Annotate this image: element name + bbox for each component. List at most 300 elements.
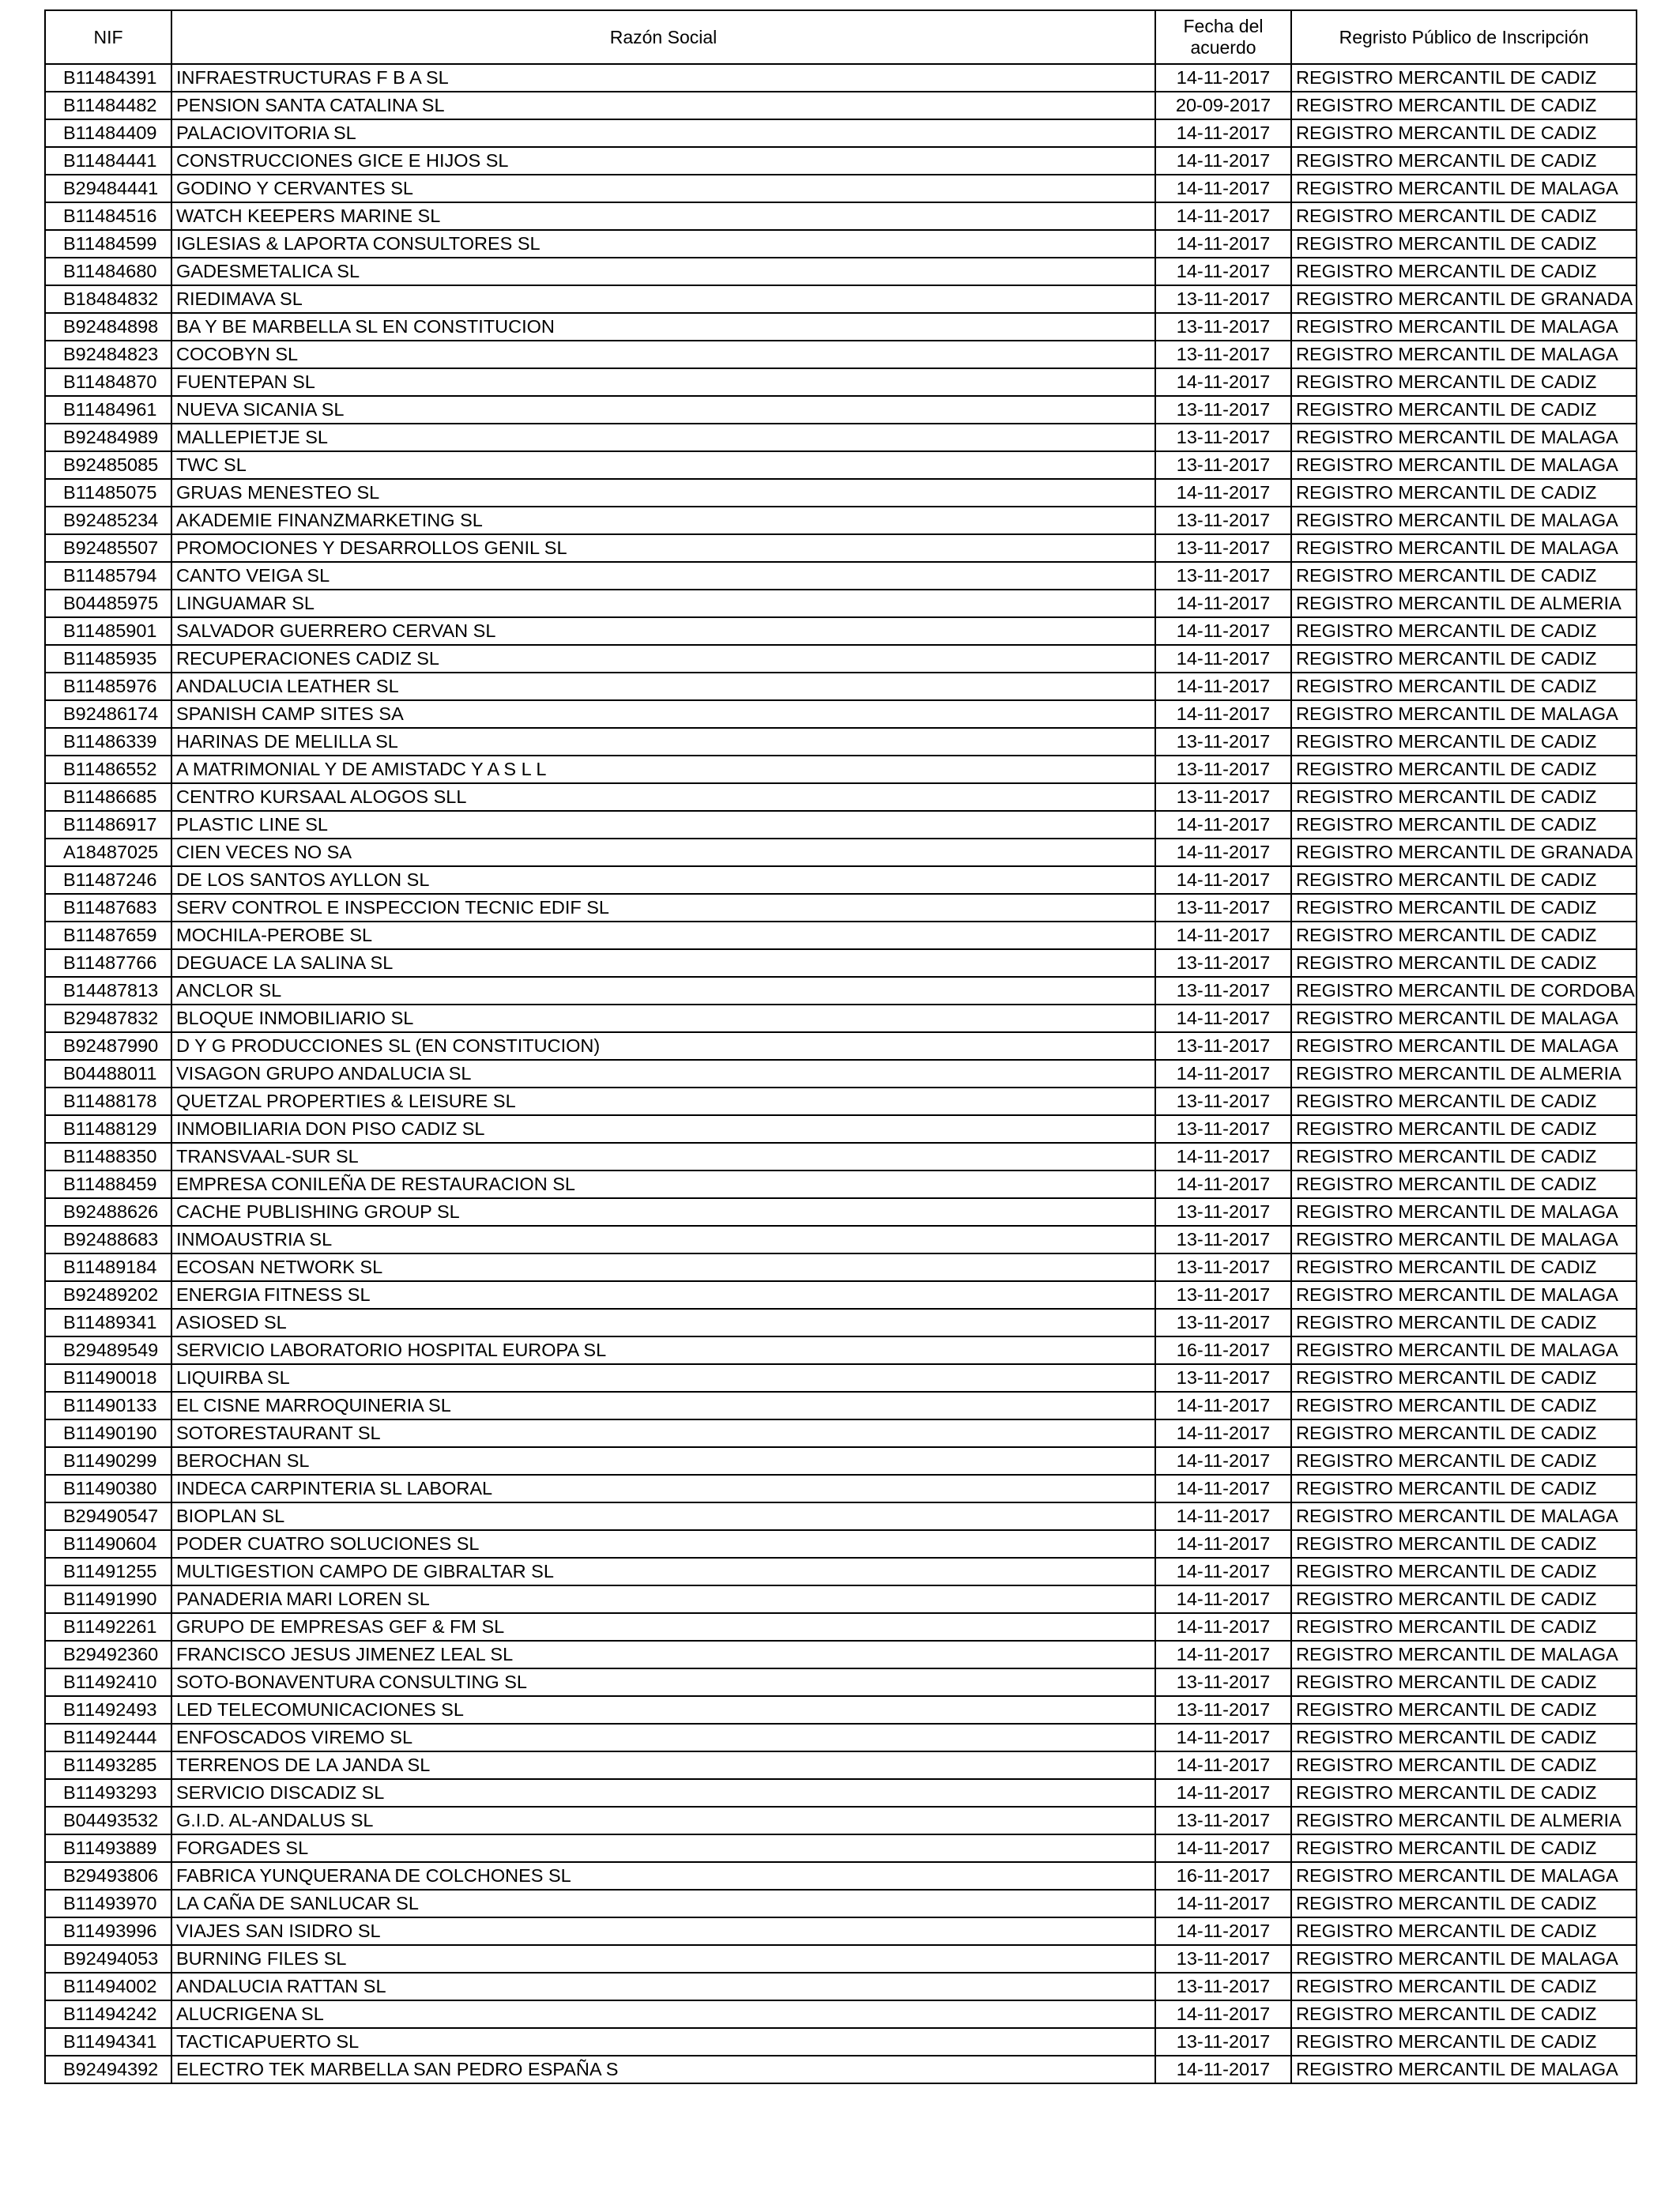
table-row <box>45 1143 1637 1171</box>
table-row <box>45 1807 1637 1834</box>
fecha-cell: 14-11-2017 <box>1155 1392 1291 1419</box>
nif-cell: B11487659 <box>45 922 171 949</box>
table-row <box>45 1447 1637 1475</box>
nif-cell: B11494341 <box>45 2028 171 2056</box>
table-row <box>45 617 1637 645</box>
razon-social-cell: CANTO VEIGA SL <box>171 562 1155 590</box>
nif-cell: B92488683 <box>45 1226 171 1253</box>
fecha-cell: 14-11-2017 <box>1155 1005 1291 1032</box>
fecha-cell: 14-11-2017 <box>1155 119 1291 147</box>
table-row <box>45 562 1637 590</box>
table-row <box>45 1613 1637 1641</box>
registro-cell: REGISTRO MERCANTIL DE CADIZ <box>1291 1585 1637 1613</box>
razon-social-cell: PALACIOVITORIA SL <box>171 119 1155 147</box>
registro-cell: REGISTRO MERCANTIL DE MALAGA <box>1291 1641 1637 1668</box>
table-body <box>45 64 1637 2083</box>
fecha-cell: 13-11-2017 <box>1155 1309 1291 1336</box>
fecha-cell: 14-11-2017 <box>1155 617 1291 645</box>
fecha-cell: 14-11-2017 <box>1155 258 1291 285</box>
table-row <box>45 756 1637 783</box>
fecha-cell: 13-11-2017 <box>1155 1088 1291 1115</box>
razon-social-cell: CENTRO KURSAAL ALOGOS SLL <box>171 783 1155 811</box>
nif-cell: B29487832 <box>45 1005 171 1032</box>
table-row <box>45 783 1637 811</box>
nif-cell: B11490299 <box>45 1447 171 1475</box>
fecha-cell: 13-11-2017 <box>1155 756 1291 783</box>
registro-cell: REGISTRO MERCANTIL DE CADIZ <box>1291 922 1637 949</box>
fecha-cell: 14-11-2017 <box>1155 839 1291 866</box>
registro-cell: REGISTRO MERCANTIL DE MALAGA <box>1291 2056 1637 2083</box>
nif-cell: B29490547 <box>45 1502 171 1530</box>
registro-cell: REGISTRO MERCANTIL DE CADIZ <box>1291 866 1637 894</box>
table-row <box>45 1558 1637 1585</box>
fecha-cell: 13-11-2017 <box>1155 285 1291 313</box>
nif-cell: B11490380 <box>45 1475 171 1502</box>
header-nif: NIF <box>45 10 171 64</box>
fecha-cell: 14-11-2017 <box>1155 1530 1291 1558</box>
nif-cell: B14487813 <box>45 977 171 1005</box>
table-row <box>45 1641 1637 1668</box>
nif-cell: B11489341 <box>45 1309 171 1336</box>
razon-social-cell: FUENTEPAN SL <box>171 368 1155 396</box>
fecha-cell: 14-11-2017 <box>1155 1917 1291 1945</box>
nif-cell: B11486917 <box>45 811 171 839</box>
fecha-cell: 13-11-2017 <box>1155 507 1291 534</box>
registro-cell: REGISTRO MERCANTIL DE CADIZ <box>1291 119 1637 147</box>
registro-cell: REGISTRO MERCANTIL DE MALAGA <box>1291 341 1637 368</box>
table-header <box>45 10 1637 64</box>
table-row <box>45 175 1637 202</box>
registro-cell: REGISTRO MERCANTIL DE MALAGA <box>1291 1198 1637 1226</box>
registro-cell: REGISTRO MERCANTIL DE CADIZ <box>1291 1917 1637 1945</box>
razon-social-cell: COCOBYN SL <box>171 341 1155 368</box>
nif-cell: B29484441 <box>45 175 171 202</box>
table-row <box>45 700 1637 728</box>
table-row <box>45 1834 1637 1862</box>
table-row <box>45 839 1637 866</box>
fecha-cell: 13-11-2017 <box>1155 1945 1291 1973</box>
razon-social-cell: EL CISNE MARROQUINERIA SL <box>171 1392 1155 1419</box>
registro-cell: REGISTRO MERCANTIL DE CADIZ <box>1291 368 1637 396</box>
table-row <box>45 1364 1637 1392</box>
nif-cell: B29493806 <box>45 1862 171 1890</box>
razon-social-cell: GODINO Y CERVANTES SL <box>171 175 1155 202</box>
table-row <box>45 1696 1637 1724</box>
table-row <box>45 2000 1637 2028</box>
table-row <box>45 92 1637 119</box>
table-row <box>45 1530 1637 1558</box>
razon-social-cell: TERRENOS DE LA JANDA SL <box>171 1751 1155 1779</box>
fecha-cell: 13-11-2017 <box>1155 2028 1291 2056</box>
nif-cell: B11492410 <box>45 1668 171 1696</box>
header-registro: Regristo Público de Inscripción <box>1291 10 1637 64</box>
razon-social-cell: GRUPO DE EMPRESAS GEF & FM SL <box>171 1613 1155 1641</box>
razon-social-cell: INMOBILIARIA DON PISO CADIZ SL <box>171 1115 1155 1143</box>
registro-cell: REGISTRO MERCANTIL DE MALAGA <box>1291 700 1637 728</box>
razon-social-cell: PODER CUATRO SOLUCIONES SL <box>171 1530 1155 1558</box>
registro-cell: REGISTRO MERCANTIL DE CADIZ <box>1291 1558 1637 1585</box>
razon-social-cell: MOCHILA-PEROBE SL <box>171 922 1155 949</box>
registro-cell: REGISTRO MERCANTIL DE GRANADA <box>1291 285 1637 313</box>
razon-social-cell: SERVICIO LABORATORIO HOSPITAL EUROPA SL <box>171 1336 1155 1364</box>
razon-social-cell: G.I.D. AL-ANDALUS SL <box>171 1807 1155 1834</box>
registro-cell: REGISTRO MERCANTIL DE CADIZ <box>1291 1253 1637 1281</box>
nif-cell: B11484441 <box>45 147 171 175</box>
razon-social-cell: BIOPLAN SL <box>171 1502 1155 1530</box>
registro-cell: REGISTRO MERCANTIL DE CADIZ <box>1291 1447 1637 1475</box>
razon-social-cell: CACHE PUBLISHING GROUP SL <box>171 1198 1155 1226</box>
registro-cell: REGISTRO MERCANTIL DE CADIZ <box>1291 1115 1637 1143</box>
nif-cell: B11485075 <box>45 479 171 507</box>
nif-cell: B11490604 <box>45 1530 171 1558</box>
razon-social-cell: ANCLOR SL <box>171 977 1155 1005</box>
nif-cell: B11488178 <box>45 1088 171 1115</box>
registro-cell: REGISTRO MERCANTIL DE MALAGA <box>1291 1502 1637 1530</box>
razon-social-cell: A MATRIMONIAL Y DE AMISTADC Y A S L L <box>171 756 1155 783</box>
fecha-cell: 20-09-2017 <box>1155 92 1291 119</box>
razon-social-cell: PENSION SANTA CATALINA SL <box>171 92 1155 119</box>
fecha-cell: 14-11-2017 <box>1155 175 1291 202</box>
registro-cell: REGISTRO MERCANTIL DE CADIZ <box>1291 1143 1637 1171</box>
fecha-cell: 14-11-2017 <box>1155 866 1291 894</box>
registro-cell: REGISTRO MERCANTIL DE GRANADA <box>1291 839 1637 866</box>
razon-social-cell: DE LOS SANTOS AYLLON SL <box>171 866 1155 894</box>
registro-cell: REGISTRO MERCANTIL DE MALAGA <box>1291 1032 1637 1060</box>
nif-cell: B11487766 <box>45 949 171 977</box>
registro-cell: REGISTRO MERCANTIL DE CADIZ <box>1291 562 1637 590</box>
table-row <box>45 1088 1637 1115</box>
razon-social-cell: BEROCHAN SL <box>171 1447 1155 1475</box>
registro-cell: REGISTRO MERCANTIL DE CADIZ <box>1291 783 1637 811</box>
fecha-cell: 14-11-2017 <box>1155 1475 1291 1502</box>
registro-cell: REGISTRO MERCANTIL DE CADIZ <box>1291 258 1637 285</box>
nif-cell: B29489549 <box>45 1336 171 1364</box>
nif-cell: B11493285 <box>45 1751 171 1779</box>
razon-social-cell: BA Y BE MARBELLA SL EN CONSTITUCION <box>171 313 1155 341</box>
fecha-cell: 13-11-2017 <box>1155 1973 1291 2000</box>
fecha-cell: 14-11-2017 <box>1155 922 1291 949</box>
registro-cell: REGISTRO MERCANTIL DE CADIZ <box>1291 1475 1637 1502</box>
registro-cell: REGISTRO MERCANTIL DE CADIZ <box>1291 1419 1637 1447</box>
table-row <box>45 1005 1637 1032</box>
fecha-cell: 14-11-2017 <box>1155 1171 1291 1198</box>
table-row <box>45 313 1637 341</box>
nif-cell: B11487246 <box>45 866 171 894</box>
razon-social-cell: EMPRESA CONILEÑA DE RESTAURACION SL <box>171 1171 1155 1198</box>
fecha-cell: 14-11-2017 <box>1155 64 1291 92</box>
fecha-cell: 13-11-2017 <box>1155 1668 1291 1696</box>
razon-social-cell: ENFOSCADOS VIREMO SL <box>171 1724 1155 1751</box>
nif-cell: B92488626 <box>45 1198 171 1226</box>
nif-cell: B92494392 <box>45 2056 171 2083</box>
fecha-cell: 14-11-2017 <box>1155 479 1291 507</box>
fecha-cell: 13-11-2017 <box>1155 1198 1291 1226</box>
table-row <box>45 1198 1637 1226</box>
nif-cell: B92484989 <box>45 424 171 451</box>
registro-cell: REGISTRO MERCANTIL DE CADIZ <box>1291 479 1637 507</box>
nif-cell: B11493996 <box>45 1917 171 1945</box>
registro-cell: REGISTRO MERCANTIL DE CADIZ <box>1291 1751 1637 1779</box>
registro-cell: REGISTRO MERCANTIL DE CADIZ <box>1291 617 1637 645</box>
razon-social-cell: MULTIGESTION CAMPO DE GIBRALTAR SL <box>171 1558 1155 1585</box>
registro-cell: REGISTRO MERCANTIL DE CADIZ <box>1291 1530 1637 1558</box>
registro-cell: REGISTRO MERCANTIL DE CADIZ <box>1291 811 1637 839</box>
nif-cell: B04488011 <box>45 1060 171 1088</box>
registro-cell: REGISTRO MERCANTIL DE MALAGA <box>1291 1005 1637 1032</box>
table-row <box>45 1309 1637 1336</box>
registro-cell: REGISTRO MERCANTIL DE CADIZ <box>1291 92 1637 119</box>
table-row <box>45 2056 1637 2083</box>
razon-social-cell: LINGUAMAR SL <box>171 590 1155 617</box>
nif-cell: B11490190 <box>45 1419 171 1447</box>
razon-social-cell: ANDALUCIA LEATHER SL <box>171 673 1155 700</box>
fecha-cell: 14-11-2017 <box>1155 1558 1291 1585</box>
registro-cell: REGISTRO MERCANTIL DE MALAGA <box>1291 1226 1637 1253</box>
registro-cell: REGISTRO MERCANTIL DE CADIZ <box>1291 1392 1637 1419</box>
nif-cell: B92489202 <box>45 1281 171 1309</box>
table-row <box>45 1862 1637 1890</box>
table-row <box>45 2028 1637 2056</box>
razon-social-cell: LIQUIRBA SL <box>171 1364 1155 1392</box>
table-row <box>45 424 1637 451</box>
table-row <box>45 1917 1637 1945</box>
fecha-cell: 14-11-2017 <box>1155 1890 1291 1917</box>
fecha-cell: 14-11-2017 <box>1155 1585 1291 1613</box>
registro-cell: REGISTRO MERCANTIL DE MALAGA <box>1291 1945 1637 1973</box>
nif-cell: B11492493 <box>45 1696 171 1724</box>
nif-cell: B11485794 <box>45 562 171 590</box>
registro-cell: REGISTRO MERCANTIL DE CADIZ <box>1291 894 1637 922</box>
nif-cell: B04485975 <box>45 590 171 617</box>
nif-cell: B11484409 <box>45 119 171 147</box>
fecha-cell: 14-11-2017 <box>1155 1060 1291 1088</box>
razon-social-cell: VISAGON GRUPO ANDALUCIA SL <box>171 1060 1155 1088</box>
nif-cell: B92484823 <box>45 341 171 368</box>
fecha-cell: 13-11-2017 <box>1155 424 1291 451</box>
nif-cell: B92494053 <box>45 1945 171 1973</box>
nif-cell: B11488129 <box>45 1115 171 1143</box>
fecha-cell: 13-11-2017 <box>1155 1364 1291 1392</box>
razon-social-cell: RIEDIMAVA SL <box>171 285 1155 313</box>
nif-cell: B11485935 <box>45 645 171 673</box>
nif-cell: B11484680 <box>45 258 171 285</box>
razon-social-cell: ANDALUCIA RATTAN SL <box>171 1973 1155 2000</box>
fecha-cell: 14-11-2017 <box>1155 811 1291 839</box>
registro-cell: REGISTRO MERCANTIL DE CADIZ <box>1291 673 1637 700</box>
razon-social-cell: MALLEPIETJE SL <box>171 424 1155 451</box>
razon-social-cell: D Y G PRODUCCIONES SL (EN CONSTITUCION) <box>171 1032 1155 1060</box>
fecha-cell: 13-11-2017 <box>1155 562 1291 590</box>
table-row <box>45 507 1637 534</box>
razon-social-cell: CIEN VECES NO SA <box>171 839 1155 866</box>
table-row <box>45 396 1637 424</box>
fecha-cell: 14-11-2017 <box>1155 368 1291 396</box>
nif-cell: B11490018 <box>45 1364 171 1392</box>
table-row <box>45 1668 1637 1696</box>
nif-cell: B11491255 <box>45 1558 171 1585</box>
razon-social-cell: IGLESIAS & LAPORTA CONSULTORES SL <box>171 230 1155 258</box>
table-row <box>45 1253 1637 1281</box>
table-row <box>45 1502 1637 1530</box>
razon-social-cell: TACTICAPUERTO SL <box>171 2028 1155 2056</box>
nif-cell: B11490133 <box>45 1392 171 1419</box>
table-row <box>45 1336 1637 1364</box>
nif-cell: B18484832 <box>45 285 171 313</box>
razon-social-cell: SOTO-BONAVENTURA CONSULTING SL <box>171 1668 1155 1696</box>
fecha-cell: 14-11-2017 <box>1155 1724 1291 1751</box>
fecha-cell: 14-11-2017 <box>1155 1834 1291 1862</box>
table-row <box>45 1171 1637 1198</box>
razon-social-cell: GADESMETALICA SL <box>171 258 1155 285</box>
fecha-cell: 13-11-2017 <box>1155 1696 1291 1724</box>
table-row <box>45 645 1637 673</box>
nif-cell: B11484482 <box>45 92 171 119</box>
registro-cell: REGISTRO MERCANTIL DE MALAGA <box>1291 451 1637 479</box>
table-row <box>45 341 1637 368</box>
nif-cell: B11486685 <box>45 783 171 811</box>
razon-social-cell: SERV CONTROL E INSPECCION TECNIC EDIF SL <box>171 894 1155 922</box>
table-row <box>45 202 1637 230</box>
registro-cell: REGISTRO MERCANTIL DE CADIZ <box>1291 728 1637 756</box>
table-row <box>45 64 1637 92</box>
registro-cell: REGISTRO MERCANTIL DE CORDOBA <box>1291 977 1637 1005</box>
nif-cell: B11493889 <box>45 1834 171 1862</box>
fecha-cell: 13-11-2017 <box>1155 894 1291 922</box>
nif-cell: B92485085 <box>45 451 171 479</box>
razon-social-cell: TRANSVAAL-SUR SL <box>171 1143 1155 1171</box>
razon-social-cell: SOTORESTAURANT SL <box>171 1419 1155 1447</box>
table-row <box>45 1281 1637 1309</box>
table-row <box>45 590 1637 617</box>
table-row <box>45 1973 1637 2000</box>
table-row <box>45 673 1637 700</box>
razon-social-cell: ECOSAN NETWORK SL <box>171 1253 1155 1281</box>
nif-cell: B92487990 <box>45 1032 171 1060</box>
nif-cell: B92485507 <box>45 534 171 562</box>
table-row <box>45 811 1637 839</box>
nif-cell: B29492360 <box>45 1641 171 1668</box>
fecha-cell: 14-11-2017 <box>1155 1447 1291 1475</box>
fecha-cell: 13-11-2017 <box>1155 451 1291 479</box>
razon-social-cell: GRUAS MENESTEO SL <box>171 479 1155 507</box>
registro-cell: REGISTRO MERCANTIL DE CADIZ <box>1291 1668 1637 1696</box>
header-row <box>45 10 1637 64</box>
fecha-cell: 14-11-2017 <box>1155 1419 1291 1447</box>
table-row <box>45 866 1637 894</box>
fecha-cell: 14-11-2017 <box>1155 2000 1291 2028</box>
razon-social-cell: ALUCRIGENA SL <box>171 2000 1155 2028</box>
fecha-cell: 13-11-2017 <box>1155 728 1291 756</box>
table-row <box>45 147 1637 175</box>
razon-social-cell: INDECA CARPINTERIA SL LABORAL <box>171 1475 1155 1502</box>
registro-cell: REGISTRO MERCANTIL DE CADIZ <box>1291 1171 1637 1198</box>
registro-cell: REGISTRO MERCANTIL DE CADIZ <box>1291 230 1637 258</box>
razon-social-cell: AKADEMIE FINANZMARKETING SL <box>171 507 1155 534</box>
registro-cell: REGISTRO MERCANTIL DE CADIZ <box>1291 1973 1637 2000</box>
razon-social-cell: HARINAS DE MELILLA SL <box>171 728 1155 756</box>
fecha-cell: 13-11-2017 <box>1155 1032 1291 1060</box>
fecha-cell: 14-11-2017 <box>1155 1613 1291 1641</box>
company-registry-table <box>44 9 1637 2084</box>
fecha-cell: 14-11-2017 <box>1155 673 1291 700</box>
registro-cell: REGISTRO MERCANTIL DE CADIZ <box>1291 2028 1637 2056</box>
nif-cell: B11487683 <box>45 894 171 922</box>
fecha-cell: 16-11-2017 <box>1155 1862 1291 1890</box>
table-row <box>45 119 1637 147</box>
nif-cell: B04493532 <box>45 1807 171 1834</box>
nif-cell: B11492261 <box>45 1613 171 1641</box>
nif-cell: B11484391 <box>45 64 171 92</box>
razon-social-cell: FABRICA YUNQUERANA DE COLCHONES SL <box>171 1862 1155 1890</box>
table-row <box>45 1779 1637 1807</box>
table-row <box>45 894 1637 922</box>
fecha-cell: 14-11-2017 <box>1155 147 1291 175</box>
table-row <box>45 1751 1637 1779</box>
nif-cell: B92484898 <box>45 313 171 341</box>
razon-social-cell: NUEVA SICANIA SL <box>171 396 1155 424</box>
razon-social-cell: LA CAÑA DE SANLUCAR SL <box>171 1890 1155 1917</box>
nif-cell: B11489184 <box>45 1253 171 1281</box>
registro-cell: REGISTRO MERCANTIL DE CADIZ <box>1291 1779 1637 1807</box>
table-row <box>45 479 1637 507</box>
table-row <box>45 1945 1637 1973</box>
table-row <box>45 1724 1637 1751</box>
razon-social-cell: PANADERIA MARI LOREN SL <box>171 1585 1155 1613</box>
table-row <box>45 285 1637 313</box>
table-row <box>45 922 1637 949</box>
razon-social-cell: INMOAUSTRIA SL <box>171 1226 1155 1253</box>
nif-cell: B11484870 <box>45 368 171 396</box>
fecha-cell: 13-11-2017 <box>1155 1807 1291 1834</box>
fecha-cell: 13-11-2017 <box>1155 1253 1291 1281</box>
nif-cell: B11484599 <box>45 230 171 258</box>
table-row <box>45 230 1637 258</box>
nif-cell: B11485901 <box>45 617 171 645</box>
registry-document <box>44 9 1636 2084</box>
fecha-cell: 14-11-2017 <box>1155 700 1291 728</box>
nif-cell: B11488350 <box>45 1143 171 1171</box>
table-row <box>45 368 1637 396</box>
fecha-cell: 14-11-2017 <box>1155 645 1291 673</box>
fecha-cell: 14-11-2017 <box>1155 1641 1291 1668</box>
razon-social-cell: INFRAESTRUCTURAS F B A SL <box>171 64 1155 92</box>
nif-cell: B11494242 <box>45 2000 171 2028</box>
razon-social-cell: PROMOCIONES Y DESARROLLOS GENIL SL <box>171 534 1155 562</box>
nif-cell: B11493293 <box>45 1779 171 1807</box>
table-row <box>45 1890 1637 1917</box>
fecha-cell: 14-11-2017 <box>1155 590 1291 617</box>
fecha-cell: 13-11-2017 <box>1155 1115 1291 1143</box>
nif-cell: B11488459 <box>45 1171 171 1198</box>
fecha-cell: 16-11-2017 <box>1155 1336 1291 1364</box>
header-fecha-acuerdo: Fecha del acuerdo <box>1155 10 1291 64</box>
razon-social-cell: LED TELECOMUNICACIONES SL <box>171 1696 1155 1724</box>
table-row <box>45 949 1637 977</box>
table-row <box>45 977 1637 1005</box>
razon-social-cell: SERVICIO DISCADIZ SL <box>171 1779 1155 1807</box>
registro-cell: REGISTRO MERCANTIL DE CADIZ <box>1291 147 1637 175</box>
nif-cell: A18487025 <box>45 839 171 866</box>
razon-social-cell: FRANCISCO JESUS JIMENEZ LEAL SL <box>171 1641 1155 1668</box>
table-row <box>45 1060 1637 1088</box>
table-row <box>45 728 1637 756</box>
razon-social-cell: SALVADOR GUERRERO CERVAN SL <box>171 617 1155 645</box>
nif-cell: B92485234 <box>45 507 171 534</box>
razon-social-cell: BLOQUE INMOBILIARIO SL <box>171 1005 1155 1032</box>
fecha-cell: 13-11-2017 <box>1155 534 1291 562</box>
fecha-cell: 13-11-2017 <box>1155 341 1291 368</box>
fecha-cell: 13-11-2017 <box>1155 977 1291 1005</box>
